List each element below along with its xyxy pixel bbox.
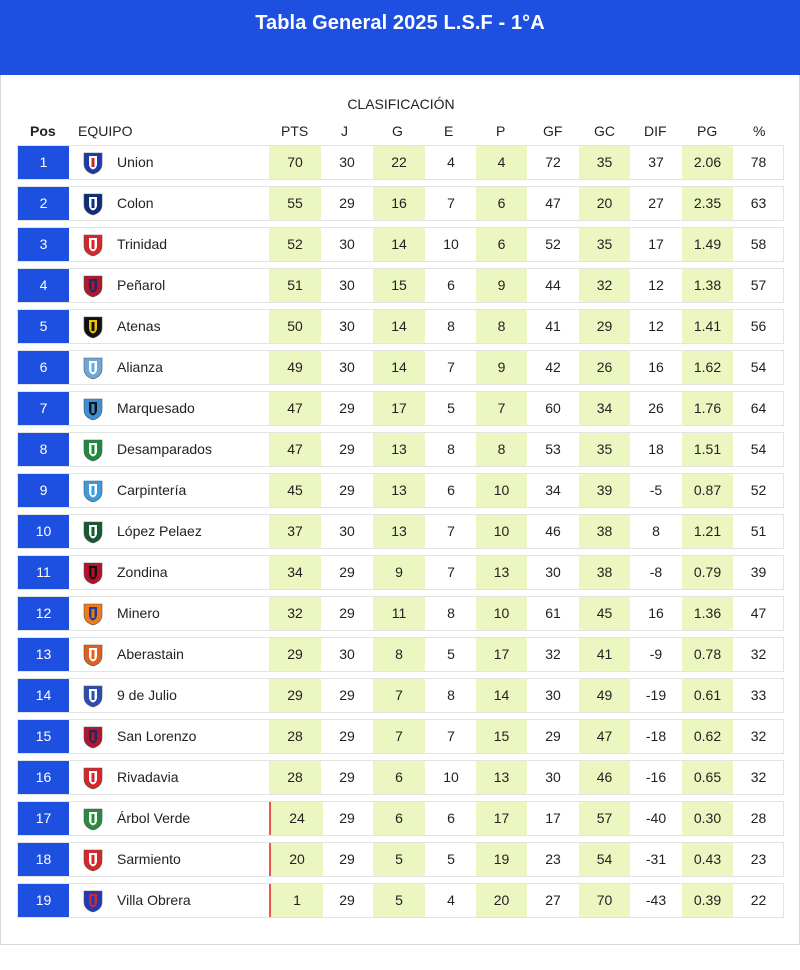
cell-e: 8 xyxy=(447,687,455,703)
cell-j: 29 xyxy=(339,441,355,457)
cell-pg: 0.30 xyxy=(682,802,733,835)
table-row xyxy=(17,514,784,549)
page-title: Tabla General 2025 L.S.F - 1°A xyxy=(255,12,545,34)
cell-dif: -5 xyxy=(649,482,663,498)
cell-e: 7 xyxy=(447,564,455,580)
cell-pg: 0.61 xyxy=(682,679,733,712)
cell-e: 10 xyxy=(443,769,459,785)
cell-gf: 23 xyxy=(545,851,561,867)
col-header-dif: DIF xyxy=(644,123,667,139)
trinidad-crest-icon xyxy=(82,233,104,257)
cell-e: 4 xyxy=(447,892,455,908)
cell-gf: 72 xyxy=(545,154,561,170)
position-badge: 11 xyxy=(18,556,69,589)
cell-j: 30 xyxy=(339,318,355,334)
arbol-verde-crest-icon xyxy=(82,807,104,831)
cell-gc: 38 xyxy=(579,515,630,548)
section-title: CLASIFICACIÓN xyxy=(347,96,455,112)
cell-j: 29 xyxy=(339,605,355,621)
cell-g: 6 xyxy=(373,761,425,794)
team-name: Colon xyxy=(117,195,154,211)
cell-pts: 49 xyxy=(269,351,321,384)
table-row xyxy=(17,391,784,426)
position-badge: 9 xyxy=(18,474,69,507)
cell-pts: 51 xyxy=(269,269,321,302)
cell-dif: 12 xyxy=(648,277,664,293)
team-name: Trinidad xyxy=(117,236,168,252)
col-header-e: E xyxy=(444,123,454,139)
table-row xyxy=(17,268,784,303)
position-badge: 10 xyxy=(18,515,69,548)
table-row xyxy=(17,432,784,467)
cell-pg: 0.39 xyxy=(682,884,733,917)
cell-pts: 47 xyxy=(269,392,321,425)
cell-dif: -8 xyxy=(649,564,663,580)
cell-pg: 0.43 xyxy=(682,843,733,876)
cell-e: 5 xyxy=(447,400,455,416)
colon-crest-icon xyxy=(82,192,104,216)
table-row xyxy=(17,473,784,508)
cell-e: 5 xyxy=(447,851,455,867)
cell-g: 8 xyxy=(373,638,425,671)
table-row xyxy=(17,678,784,713)
alianza-crest-icon xyxy=(82,356,104,380)
col-header-pos: Pos xyxy=(30,123,56,139)
cell-gf: 32 xyxy=(545,646,561,662)
cell-gc: 41 xyxy=(579,638,630,671)
cell-gf: 60 xyxy=(545,400,561,416)
standings-table xyxy=(17,145,784,924)
cell-gc: 20 xyxy=(579,187,630,220)
cell-gc: 57 xyxy=(579,802,630,835)
cell-g: 16 xyxy=(373,187,425,220)
team-name: Minero xyxy=(117,605,160,621)
cell-pct: 32 xyxy=(750,769,767,785)
table-row xyxy=(17,309,784,344)
team-name: Zondina xyxy=(117,564,168,580)
cell-p: 9 xyxy=(476,269,527,302)
cell-e: 7 xyxy=(447,195,455,211)
cell-dif: -43 xyxy=(645,892,667,908)
cell-dif: 26 xyxy=(648,400,664,416)
team-name: Alianza xyxy=(117,359,163,375)
cell-pct: 52 xyxy=(750,482,767,498)
col-header-pct: % xyxy=(753,123,766,139)
cell-g: 14 xyxy=(373,228,425,261)
cell-e: 8 xyxy=(447,441,455,457)
cell-dif: 12 xyxy=(648,318,664,334)
cell-e: 4 xyxy=(447,154,455,170)
cell-pts: 29 xyxy=(269,638,321,671)
cell-dif: -16 xyxy=(645,769,667,785)
team-name: Marquesado xyxy=(117,400,195,416)
cell-pg: 2.35 xyxy=(682,187,733,220)
cell-pct: 33 xyxy=(750,687,767,703)
cell-dif: -19 xyxy=(645,687,667,703)
cell-j: 30 xyxy=(339,277,355,293)
table-row xyxy=(17,637,784,672)
table-row xyxy=(17,555,784,590)
position-badge: 17 xyxy=(18,802,69,835)
minero-crest-icon xyxy=(82,602,104,626)
cell-pts: 28 xyxy=(269,761,321,794)
cell-pct: 63 xyxy=(750,195,767,211)
table-row xyxy=(17,145,784,180)
cell-g: 9 xyxy=(373,556,425,589)
villa-obrera-crest-icon xyxy=(82,889,104,913)
cell-gf: 41 xyxy=(545,318,561,334)
cell-pct: 54 xyxy=(750,441,767,457)
position-badge: 5 xyxy=(18,310,69,343)
cell-gc: 54 xyxy=(579,843,630,876)
table-row xyxy=(17,801,784,836)
team-name: Peñarol xyxy=(117,277,166,293)
team-name: Carpintería xyxy=(117,482,187,498)
cell-pct: 32 xyxy=(750,646,767,662)
cell-pct: 57 xyxy=(750,277,767,293)
cell-g: 14 xyxy=(373,351,425,384)
cell-p: 19 xyxy=(476,843,527,876)
cell-pg: 0.87 xyxy=(682,474,733,507)
nueve-de-julio-crest-icon xyxy=(82,684,104,708)
cell-gf: 29 xyxy=(545,728,561,744)
cell-gc: 35 xyxy=(579,433,630,466)
cell-e: 5 xyxy=(447,646,455,662)
cell-g: 6 xyxy=(373,802,425,835)
cell-gf: 17 xyxy=(545,810,561,826)
position-badge: 15 xyxy=(18,720,69,753)
page-header xyxy=(0,0,800,75)
team-name: Villa Obrera xyxy=(117,892,191,908)
cell-p: 17 xyxy=(476,802,527,835)
position-badge: 16 xyxy=(18,761,69,794)
cell-j: 30 xyxy=(339,523,355,539)
cell-j: 29 xyxy=(339,851,355,867)
cell-g: 13 xyxy=(373,433,425,466)
cell-gc: 29 xyxy=(579,310,630,343)
cell-p: 8 xyxy=(476,310,527,343)
cell-p: 17 xyxy=(476,638,527,671)
cell-j: 29 xyxy=(339,769,355,785)
cell-pct: 58 xyxy=(750,236,767,252)
cell-gc: 26 xyxy=(579,351,630,384)
cell-p: 20 xyxy=(476,884,527,917)
cell-j: 29 xyxy=(339,728,355,744)
cell-pg: 1.76 xyxy=(682,392,733,425)
cell-pg: 1.36 xyxy=(682,597,733,630)
table-row xyxy=(17,842,784,877)
cell-j: 29 xyxy=(339,810,355,826)
cell-p: 13 xyxy=(476,761,527,794)
cell-p: 13 xyxy=(476,556,527,589)
cell-gc: 32 xyxy=(579,269,630,302)
cell-gf: 30 xyxy=(545,564,561,580)
cell-g: 5 xyxy=(373,884,425,917)
cell-gc: 46 xyxy=(579,761,630,794)
team-name: San Lorenzo xyxy=(117,728,197,744)
cell-p: 15 xyxy=(476,720,527,753)
cell-dif: 16 xyxy=(648,359,664,375)
cell-j: 30 xyxy=(339,646,355,662)
desamparados-crest-icon xyxy=(82,438,104,462)
cell-j: 30 xyxy=(339,236,355,252)
cell-pts: 52 xyxy=(269,228,321,261)
cell-pg: 1.21 xyxy=(682,515,733,548)
lopez-pelaez-crest-icon xyxy=(82,520,104,544)
atenas-crest-icon xyxy=(82,315,104,339)
cell-dif: 27 xyxy=(648,195,664,211)
cell-dif: -18 xyxy=(645,728,667,744)
table-row xyxy=(17,760,784,795)
cell-p: 6 xyxy=(476,187,527,220)
cell-e: 6 xyxy=(447,277,455,293)
cell-gf: 53 xyxy=(545,441,561,457)
cell-pct: 78 xyxy=(750,154,767,170)
position-badge: 6 xyxy=(18,351,69,384)
position-badge: 4 xyxy=(18,269,69,302)
cell-g: 22 xyxy=(373,146,425,179)
cell-e: 7 xyxy=(447,728,455,744)
cell-gf: 30 xyxy=(545,769,561,785)
col-header-pts: PTS xyxy=(281,123,309,139)
cell-g: 7 xyxy=(373,720,425,753)
cell-pts: 45 xyxy=(269,474,321,507)
table-row xyxy=(17,883,784,918)
cell-pts: 24 xyxy=(269,802,323,835)
cell-dif: -31 xyxy=(645,851,667,867)
cell-g: 13 xyxy=(373,474,425,507)
table-row xyxy=(17,186,784,221)
cell-pct: 39 xyxy=(750,564,767,580)
col-header-p: P xyxy=(496,123,506,139)
union-crest-icon xyxy=(82,151,104,175)
aberastain-crest-icon xyxy=(82,643,104,667)
cell-p: 7 xyxy=(476,392,527,425)
cell-e: 8 xyxy=(447,605,455,621)
cell-j: 29 xyxy=(339,687,355,703)
cell-dif: 17 xyxy=(648,236,664,252)
carpinteria-crest-icon xyxy=(82,479,104,503)
cell-g: 5 xyxy=(373,843,425,876)
position-badge: 7 xyxy=(18,392,69,425)
cell-gf: 46 xyxy=(545,523,561,539)
cell-pts: 47 xyxy=(269,433,321,466)
position-badge: 13 xyxy=(18,638,69,671)
team-name: Desamparados xyxy=(117,441,212,457)
cell-pg: 0.79 xyxy=(682,556,733,589)
cell-p: 9 xyxy=(476,351,527,384)
cell-pts: 28 xyxy=(269,720,321,753)
cell-p: 14 xyxy=(476,679,527,712)
cell-gc: 47 xyxy=(579,720,630,753)
cell-gf: 52 xyxy=(545,236,561,252)
cell-pts: 1 xyxy=(269,884,323,917)
table-row xyxy=(17,227,784,262)
team-name: Rivadavia xyxy=(117,769,179,785)
cell-pct: 51 xyxy=(750,523,767,539)
cell-gf: 27 xyxy=(545,892,561,908)
table-row xyxy=(17,350,784,385)
cell-gf: 34 xyxy=(545,482,561,498)
cell-gf: 42 xyxy=(545,359,561,375)
cell-gf: 44 xyxy=(545,277,561,293)
cell-pg: 1.41 xyxy=(682,310,733,343)
team-name: Árbol Verde xyxy=(117,810,191,826)
cell-g: 15 xyxy=(373,269,425,302)
position-badge: 18 xyxy=(18,843,69,876)
cell-pg: 2.06 xyxy=(682,146,733,179)
cell-pts: 55 xyxy=(269,187,321,220)
cell-j: 29 xyxy=(339,564,355,580)
cell-pts: 34 xyxy=(269,556,321,589)
position-badge: 14 xyxy=(18,679,69,712)
cell-j: 29 xyxy=(339,482,355,498)
position-badge: 1 xyxy=(18,146,69,179)
cell-pct: 56 xyxy=(750,318,767,334)
cell-g: 17 xyxy=(373,392,425,425)
cell-dif: 16 xyxy=(648,605,664,621)
cell-pg: 1.62 xyxy=(682,351,733,384)
cell-pct: 32 xyxy=(750,728,767,744)
cell-p: 10 xyxy=(476,597,527,630)
team-name: Union xyxy=(117,154,154,170)
cell-p: 10 xyxy=(476,515,527,548)
cell-pg: 1.51 xyxy=(682,433,733,466)
col-header-gc: GC xyxy=(594,123,615,139)
cell-e: 6 xyxy=(447,482,455,498)
cell-pts: 37 xyxy=(269,515,321,548)
zondina-crest-icon xyxy=(82,561,104,585)
standings-card xyxy=(0,75,800,945)
cell-e: 7 xyxy=(447,359,455,375)
rivadavia-crest-icon xyxy=(82,766,104,790)
cell-p: 4 xyxy=(476,146,527,179)
cell-gc: 35 xyxy=(579,146,630,179)
cell-pts: 32 xyxy=(269,597,321,630)
sarmiento-crest-icon xyxy=(82,848,104,872)
cell-pct: 47 xyxy=(750,605,767,621)
cell-pts: 29 xyxy=(269,679,321,712)
cell-e: 6 xyxy=(447,810,455,826)
team-name: López Pelaez xyxy=(117,523,202,539)
cell-e: 8 xyxy=(447,318,455,334)
cell-gf: 30 xyxy=(545,687,561,703)
position-badge: 19 xyxy=(18,884,69,917)
team-name: 9 de Julio xyxy=(117,687,177,703)
cell-pg: 1.49 xyxy=(682,228,733,261)
san-lorenzo-crest-icon xyxy=(82,725,104,749)
position-badge: 2 xyxy=(18,187,69,220)
cell-dif: 18 xyxy=(648,441,664,457)
col-header-gf: GF xyxy=(543,123,563,139)
team-name: Aberastain xyxy=(117,646,184,662)
cell-gc: 38 xyxy=(579,556,630,589)
col-header-team: EQUIPO xyxy=(78,123,133,139)
cell-pct: 64 xyxy=(750,400,767,416)
cell-dif: 37 xyxy=(648,154,664,170)
position-badge: 8 xyxy=(18,433,69,466)
cell-gc: 34 xyxy=(579,392,630,425)
marquesado-crest-icon xyxy=(82,397,104,421)
cell-pg: 0.78 xyxy=(682,638,733,671)
cell-g: 13 xyxy=(373,515,425,548)
cell-p: 10 xyxy=(476,474,527,507)
team-name: Sarmiento xyxy=(117,851,181,867)
cell-p: 6 xyxy=(476,228,527,261)
table-row xyxy=(17,719,784,754)
cell-pct: 54 xyxy=(750,359,767,375)
team-name: Atenas xyxy=(117,318,161,334)
cell-pg: 0.65 xyxy=(682,761,733,794)
cell-pts: 50 xyxy=(269,310,321,343)
cell-gc: 39 xyxy=(579,474,630,507)
cell-pct: 22 xyxy=(750,892,767,908)
cell-g: 14 xyxy=(373,310,425,343)
cell-g: 7 xyxy=(373,679,425,712)
col-header-pg: PG xyxy=(697,123,718,139)
cell-pct: 28 xyxy=(750,810,767,826)
cell-pg: 0.62 xyxy=(682,720,733,753)
cell-gf: 47 xyxy=(545,195,561,211)
table-row xyxy=(17,596,784,631)
cell-pts: 70 xyxy=(269,146,321,179)
cell-e: 7 xyxy=(447,523,455,539)
cell-pg: 1.38 xyxy=(682,269,733,302)
cell-j: 30 xyxy=(339,359,355,375)
col-header-j: J xyxy=(341,123,348,139)
cell-gc: 45 xyxy=(579,597,630,630)
cell-dif: -9 xyxy=(649,646,663,662)
cell-gc: 35 xyxy=(579,228,630,261)
cell-gc: 70 xyxy=(579,884,630,917)
penarol-crest-icon xyxy=(82,274,104,298)
col-header-g: G xyxy=(392,123,403,139)
cell-g: 11 xyxy=(373,597,425,630)
position-badge: 3 xyxy=(18,228,69,261)
cell-j: 29 xyxy=(339,195,355,211)
cell-p: 8 xyxy=(476,433,527,466)
cell-gc: 49 xyxy=(579,679,630,712)
cell-j: 29 xyxy=(339,892,355,908)
cell-dif: -40 xyxy=(645,810,667,826)
cell-gf: 61 xyxy=(545,605,561,621)
cell-pts: 20 xyxy=(269,843,323,876)
cell-j: 30 xyxy=(339,154,355,170)
cell-j: 29 xyxy=(339,400,355,416)
position-badge: 12 xyxy=(18,597,69,630)
cell-e: 10 xyxy=(443,236,459,252)
cell-pct: 23 xyxy=(750,851,767,867)
cell-dif: 8 xyxy=(652,523,660,539)
